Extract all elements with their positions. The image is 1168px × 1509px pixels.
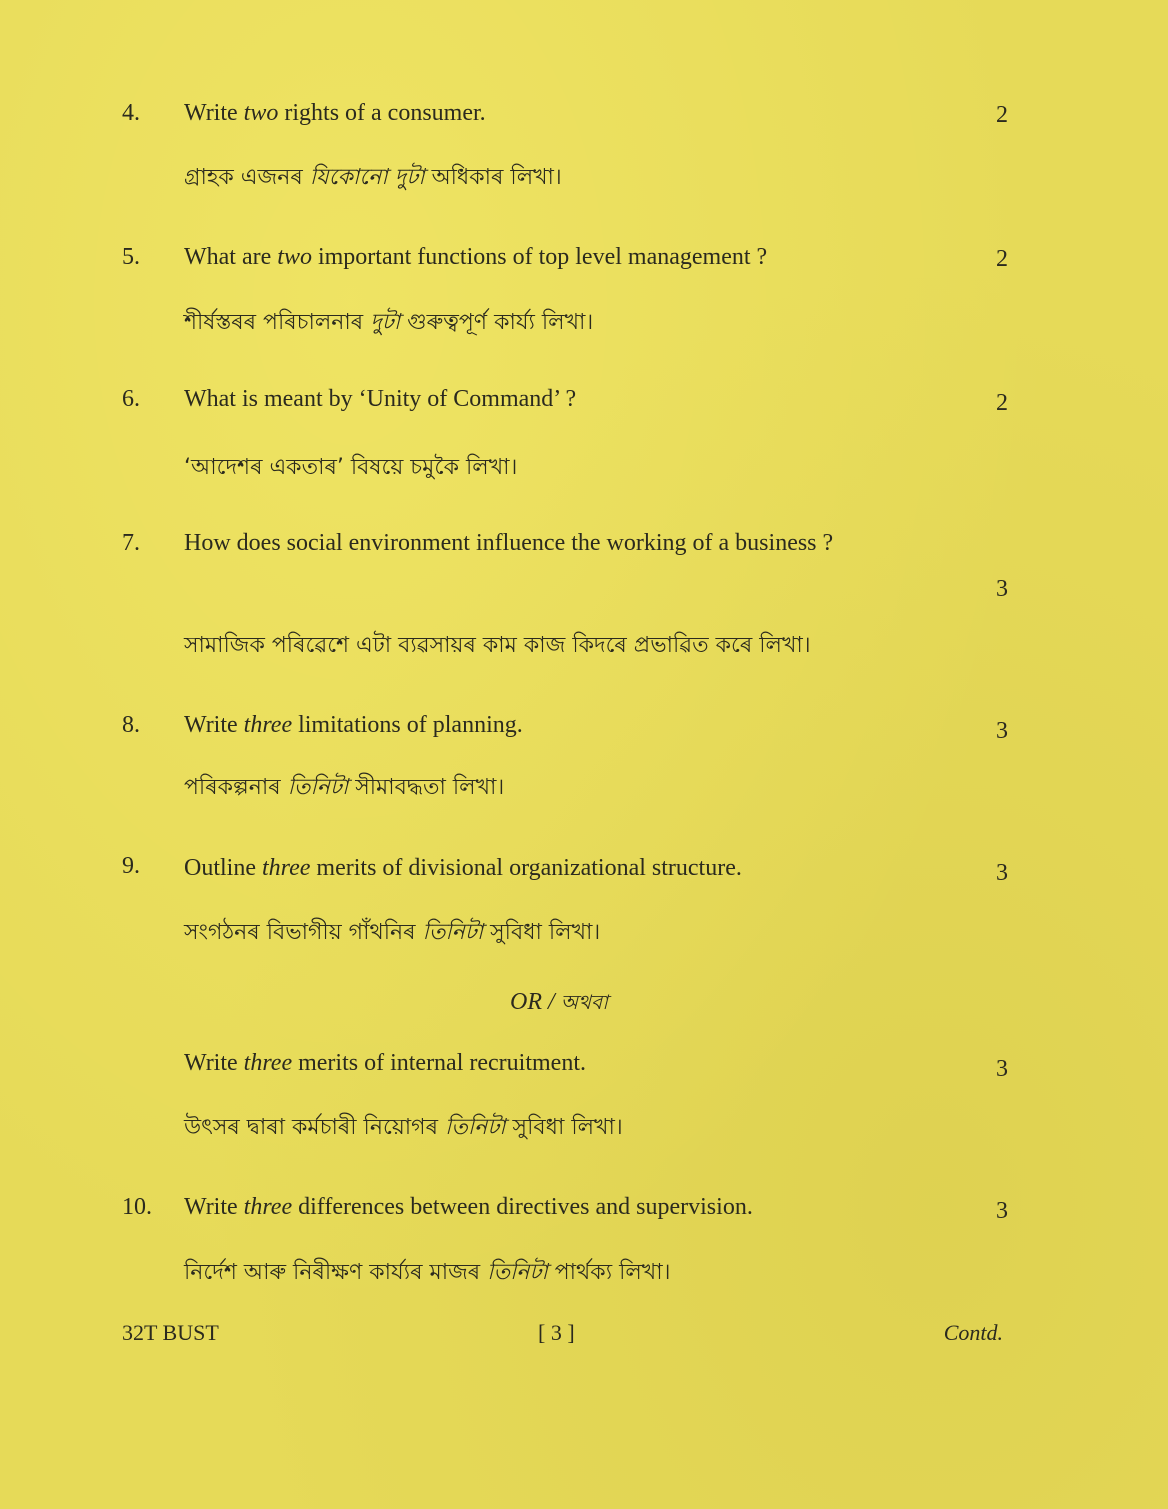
text-part: merits of divisional organizational structure. [310,855,742,881]
question-text-en [184,712,523,739]
marks: 2 [996,102,1008,128]
text-part: সংগঠনৰ বিভাগীয় গাঁথনিৰ [184,920,423,945]
marks: 3 [996,1056,1008,1082]
question-text-bn: ‘আদেশৰ একতাৰ’ বিষয়ে চমুকৈ লিখা। [184,455,518,480]
question-text-en [184,855,742,882]
marks: 3 [996,718,1008,744]
question-text-en [184,100,486,127]
text-part: What are [184,244,278,270]
text-part: Write [184,100,244,126]
question-text-en [184,1194,753,1221]
text-part: উৎসৰ দ্বাৰা কৰ্মচাৰী নিয়োগৰ [184,1115,445,1140]
text-emphasis: three [262,855,311,881]
question-number: 5. [122,244,140,270]
marks: 3 [996,576,1008,602]
text-part: important functions of top level management ? [311,244,768,270]
question-text-en: How does social environment influence the working of a business ? [184,530,834,556]
question-text-en: What is meant by ‘Unity of Command’ ? [184,386,577,412]
marks: 3 [996,860,1008,886]
text-part: সুবিধা লিখা। [483,920,601,945]
question-text-bn [184,160,562,197]
text-part: অধিকাৰ লিখা। [424,165,562,190]
text-emphasis: two [243,100,279,126]
question-text-bn [184,915,600,952]
question-text-bn: সামাজিক পৰিৱেশে এটা ব্যৱসায়ৰ কাম কাজ কিদৰে প্ৰভাৱিত কৰে লিখা। [184,633,811,658]
text-part: limitations of planning. [292,712,523,738]
text-emphasis: তিনিটা [444,1115,506,1140]
marks: 2 [996,246,1008,272]
text-part: নিৰ্দেশ আৰু নিৰীক্ষণ কাৰ্য্যৰ মাজৰ [184,1260,488,1285]
text-emphasis: দুটা [370,310,401,335]
text-part: সুবিধা লিখা। [505,1115,623,1140]
text-part: differences between directives and supervision. [292,1194,753,1220]
text-part: শীৰ্ষস্তৰৰ পৰিচালনাৰ [184,310,371,335]
text-part: সীমাবদ্ধতা লিখা। [348,775,505,800]
text-part: গুৰুত্বপূৰ্ণ কাৰ্য্য লিখা। [400,310,594,335]
text-emphasis: three [243,1050,293,1076]
question-text-bn [184,1255,670,1292]
question-number: 9. [122,853,140,879]
text-part: Write [184,712,244,738]
text-part: merits of internal recruitment. [292,1050,586,1076]
question-text-bn [184,1110,623,1147]
text-part: Write [184,1194,244,1220]
or-en: OR / [510,989,561,1015]
question-text-bn [184,770,504,807]
text-part: Outline [184,855,262,881]
question-number: 8. [122,712,140,738]
text-emphasis: তিনিটা [487,1260,548,1285]
question-text-bn [184,305,593,342]
text-emphasis: তিনিটা [422,920,484,945]
text-part: Write [184,1050,244,1076]
text-emphasis: three [243,1194,293,1220]
or-label [510,988,608,1021]
question-number: 6. [122,386,140,412]
marks: 3 [996,1198,1008,1224]
or-bn: অথবা [560,990,608,1014]
text-part: rights of a consumer. [278,100,486,126]
question-number: 10. [122,1194,152,1220]
question-text-en [184,1050,586,1077]
text-emphasis: যিকোনো দুটা [309,165,425,190]
question-number: 4. [122,100,140,126]
paper-code: 32T BUST [122,1320,219,1345]
text-emphasis: two [277,244,312,270]
text-part: পাৰ্থক্য লিখা। [547,1260,671,1285]
page-number: [ 3 ] [538,1320,575,1345]
text-emphasis: তিনিটা [287,775,349,800]
marks: 2 [996,390,1008,416]
continued-label: Contd. [943,1320,1003,1345]
text-part: গ্ৰাহক এজনৰ [184,165,310,190]
text-emphasis: three [243,712,293,738]
question-text-en [184,244,767,271]
question-number: 7. [122,530,140,556]
text-part: পৰিকল্পনাৰ [184,775,288,800]
